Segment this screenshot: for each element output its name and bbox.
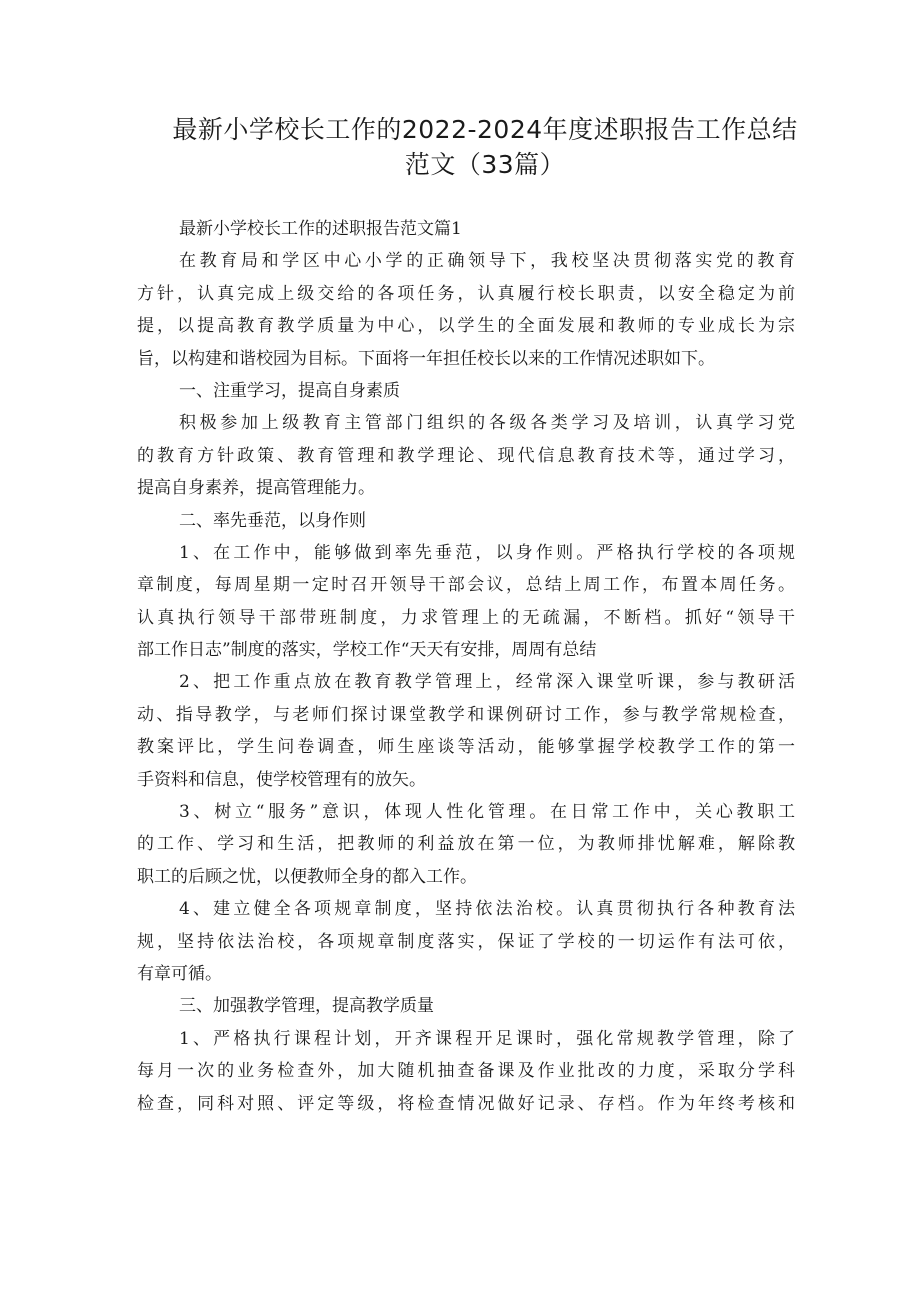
- document-title: [140, 112, 830, 182]
- paragraph-line: 提高自身素养，提高管理能力。: [137, 478, 375, 499]
- title-line-1: 最新小学校长工作的2022-2024年度述职报告工作总结: [172, 115, 798, 144]
- paragraph-line: 旨，以构建和谐校园为目标。下面将一年担任校长以来的工作情况述职如下。: [137, 348, 715, 369]
- section-heading: 一、注重学习，提高自身素质: [179, 380, 400, 401]
- paragraph-line: 每月一次的业务检查外，加大随机抽查备课及作业批改的力度，采取分学科: [137, 1061, 795, 1082]
- paragraph-line: 4、建立健全各项规章制度，坚持依法治校。认真贯彻执行各种教育法: [179, 899, 795, 920]
- paragraph-line: 的工作、学习和生活，把教师的利益放在第一位，为教师排忧解难，解除教: [137, 834, 795, 855]
- paragraph-line: 积极参加上级教育主管部门组织的各级各类学习及培训，认真学习党: [179, 413, 795, 434]
- paragraph-line: 检查，同科对照、评定等级，将检查情况做好记录、存档。作为年终考核和: [137, 1093, 795, 1114]
- paragraph-line: 1、严格执行课程计划，开齐课程开足课时，强化常规教学管理，除了: [179, 1028, 795, 1049]
- paragraph-line: 规，坚持依法治校，各项规章制度落实，保证了学校的一切运作有法可依，: [137, 931, 795, 952]
- paragraph-line: 提，以提高教育教学质量为中心，以学生的全面发展和教师的专业成长为宗: [137, 316, 795, 337]
- paragraph-line: 手资料和信息，使学校管理有的放矢。: [137, 769, 426, 790]
- paragraph-line: 教案评比，学生问卷调查，师生座谈等活动，能够掌握学校教学工作的第一: [137, 737, 795, 758]
- paragraph-line: 方针，认真完成上级交给的各项任务，认真履行校长职责，以安全稳定为前: [137, 283, 795, 304]
- paragraph-line: 章制度，每周星期一定时召开领导干部会议，总结上周工作，布置本周任务。: [137, 575, 795, 596]
- section-heading: 最新小学校长工作的述职报告范文篇1: [179, 219, 462, 239]
- section-heading: 三、加强教学管理，提高教学质量: [179, 996, 434, 1017]
- paragraph-line: 有章可循。: [137, 963, 222, 984]
- paragraph-line: 的教育方针政策、教育管理和教学理论、现代信息教育技术等，通过学习，: [137, 445, 795, 466]
- paragraph-line: 2、把工作重点放在教育教学管理上，经常深入课堂听课，参与教研活: [179, 672, 795, 693]
- title-line-2: 范文（33篇）: [404, 150, 566, 179]
- paragraph-line: 部工作日志”制度的落实，学校工作“天天有安排，周周有总结: [137, 640, 597, 661]
- paragraph-line: 职工的后顾之忧，以便教师全身的都入工作。: [137, 866, 477, 887]
- paragraph-line: 认真执行领导干部带班制度，力求管理上的无疏漏，不断档。抓好“领导干: [137, 607, 795, 628]
- paragraph-line: 1、在工作中，能够做到率先垂范，以身作则。严格执行学校的各项规: [179, 542, 795, 563]
- paragraph-line: 动、指导教学，与老师们探讨课堂教学和课例研讨工作，参与教学常规检查，: [137, 704, 795, 725]
- paragraph-line: 3、树立“服务”意识，体现人性化管理。在日常工作中，关心教职工: [179, 802, 795, 823]
- document-body: [137, 213, 795, 1120]
- section-heading: 二、率先垂范，以身作则: [179, 510, 366, 531]
- paragraph-line: 在教育局和学区中心小学的正确领导下，我校坚决贯彻落实党的教育: [179, 251, 795, 272]
